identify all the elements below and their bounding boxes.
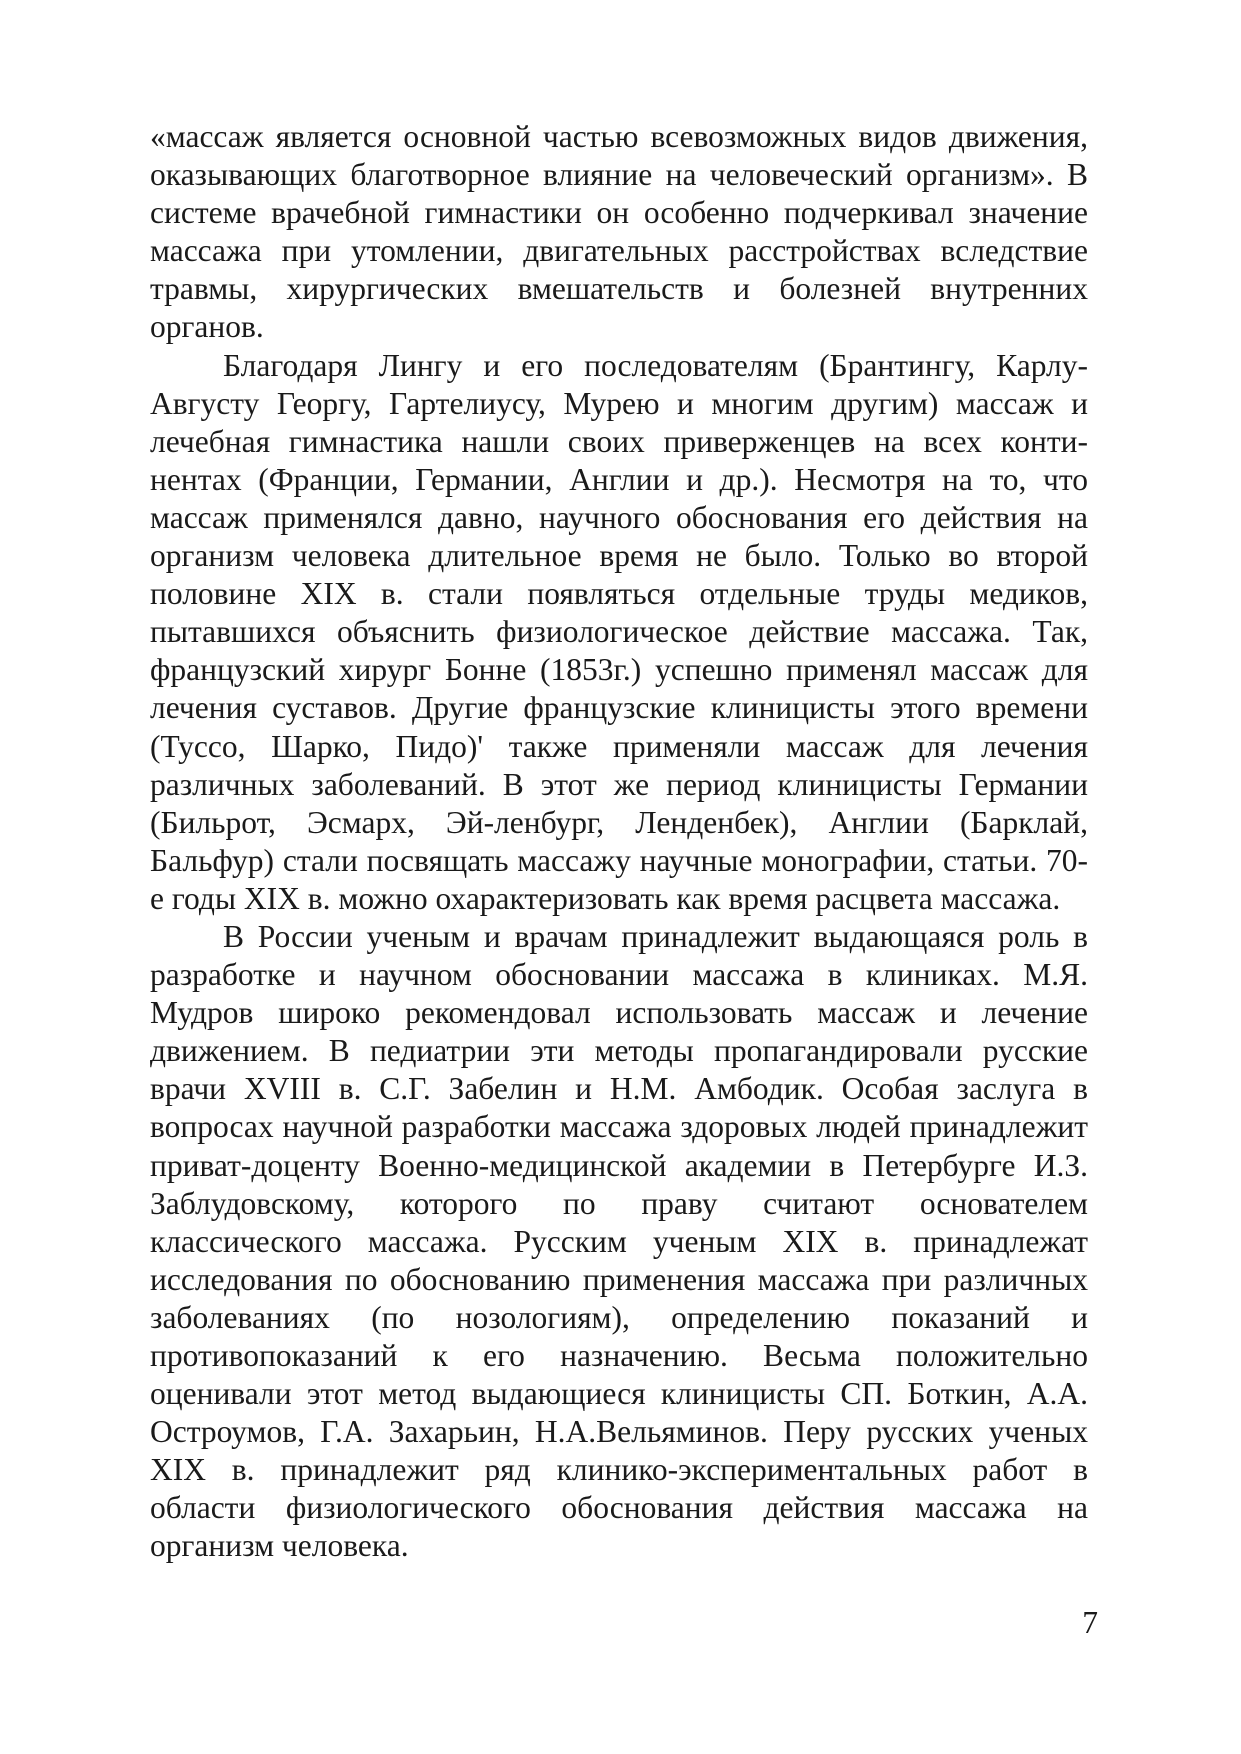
paragraph-3: В России ученым и врачам принадлежит выдающаяся роль в разработке и научном обосновании массажа в клиниках. М.Я. Мудров широко рекомендовал использовать массаж и лечение движением. В педиатрии эти методы пропагандировали русские врачи XVIII в. С.Г. Забелин и Н.М. Амбодик. Особая заслуга в вопросах научной разработки массажа здоровых людей принадлежит приват-доценту Военно-медицинской академии в Петербурге И.З. Заблудовскому, которого по праву считают основателем классического массажа. Русским ученым XIX в. принадлежат исследования по обоснованию применения массажа при различных заболеваниях (по нозологиям), определению показаний и противопоказаний к его назначению. Весьма положительно оценивали этот метод выдающиеся клиницисты СП. Боткин, А.А. Остроумов, Г.А. Захарьин, Н.А.Вельяминов. Перу русских ученых XIX в. принадлежит ряд клинико-экспериментальных работ в области физиологического обоснования действия массажа на организм человека. [150, 918, 1088, 1564]
paragraph-1: «массаж является основной частью всевозможных видов движения, оказывающих благотворное влияние на человеческий организм». В системе врачебной гимнастики он особенно подчеркивал значение массажа при утомлении, двигательных расстройствах вследствие травмы, хирургических вмешательств и болезней внутренних органов. [150, 119, 1088, 345]
paragraph-2: Благодаря Лингу и его последователям (Брантингу, Карлу-Августу Георгу, Гартелиусу, Мурею и многим другим) массаж и лечебная гимнастика нашли своих приверженцев на всех континентах (Франции, Германии, Англии и др.). Несмотря на то, что массаж применялся давно, научного обоснования его действия на организм человека длительное время не было. Только во второй половине XIX в. стали появляться отдельные труды медиков, пытавшихся объяснить физиологическое действие массажа. Так, французский хирург Бонне (1853г.) успешно применял массаж для лечения суставов. Другие французские клиницисты этого времени (Туссо, Шарко, Пидо)' также применяли массаж для лечения различных заболеваний. В этот же период клиницисты Германии (Бильрот, Эсмарх, Эй-ленбург, Ленденбек), Англии (Барклай, Бальфур) стали посвящать массажу научные монографии, статьи. 70-е годы XIX в. можно охарактеризовать как время расцвета массажа. [150, 347, 1088, 916]
page-number: 7 [1082, 1605, 1098, 1640]
body-text [150, 118, 1088, 1566]
